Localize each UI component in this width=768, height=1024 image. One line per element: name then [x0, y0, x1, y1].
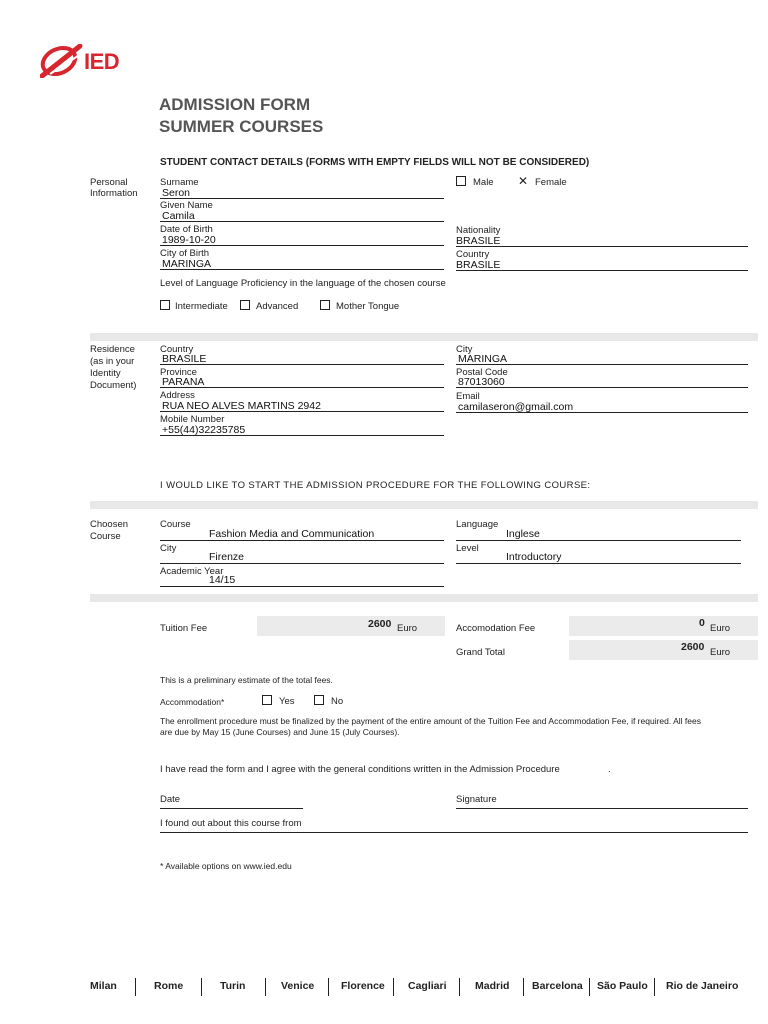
accommodation-fee-label: Accomodation Fee [456, 623, 536, 634]
dob-label: Date of Birth [160, 224, 213, 235]
address-value[interactable]: RUA NEO ALVES MARTINS 2942 [162, 400, 321, 412]
logo-mark-icon [40, 44, 86, 78]
divider-band-3 [90, 594, 758, 602]
tuition-fee-currency: Euro [397, 623, 418, 634]
country-rule [456, 270, 748, 271]
female-check-mark: ✕ [517, 174, 529, 188]
city-turin: Turin [220, 980, 246, 992]
nationality-label: Nationality [456, 225, 501, 236]
city-separator [654, 978, 655, 996]
mobile-label: Mobile Number [160, 414, 225, 425]
city-separator [523, 978, 524, 996]
postal-value[interactable]: 87013060 [458, 376, 505, 388]
accommodation-yes-label: Yes [279, 696, 295, 707]
residence-label-2: (as in your [90, 356, 135, 367]
province-rule [160, 387, 444, 388]
province-value[interactable]: PARANA [162, 376, 205, 388]
residence-label-4: Document) [90, 380, 137, 391]
surname-label: Surname [160, 177, 199, 188]
nationality-value[interactable]: BRASILE [456, 235, 501, 247]
mother-tongue-label: Mother Tongue [336, 301, 400, 312]
surname-value[interactable]: Seron [162, 187, 191, 199]
tuition-fee-value[interactable]: 2600 [368, 618, 392, 630]
male-checkbox[interactable] [456, 176, 466, 186]
accommodation-no-checkbox[interactable] [314, 695, 324, 705]
postal-rule [456, 387, 748, 388]
city-separator [135, 978, 136, 996]
academic-year-value[interactable]: 14/15 [209, 574, 236, 586]
city-separator [201, 978, 202, 996]
given-name-value[interactable]: Camila [162, 210, 195, 222]
accommodation-fee-value[interactable]: 0 [699, 617, 705, 629]
female-checkbox[interactable] [517, 175, 529, 187]
advanced-checkbox[interactable] [240, 300, 250, 310]
language-label: Language [456, 519, 499, 530]
residence-label-1: Residence [90, 344, 135, 355]
city-separator [589, 978, 590, 996]
contact-heading: STUDENT CONTACT DETAILS (FORMS WITH EMPTY FIELDS WILL NOT BE CONSIDERED) [160, 157, 590, 168]
agreement-text: I have read the form and I agree with the general conditions written in the Admission Procedure [160, 764, 560, 775]
surname-rule [160, 198, 444, 199]
male-label: Male [473, 177, 494, 188]
res-country-rule [160, 364, 444, 365]
course-city-label: City [160, 543, 177, 554]
postal-label: Postal Code [456, 367, 508, 378]
accommodation-yes-checkbox[interactable] [262, 695, 272, 705]
advanced-label: Advanced [256, 301, 299, 312]
city-of-birth-label: City of Birth [160, 248, 210, 259]
country-label: Country [456, 249, 490, 260]
footnote: * Available options on www.ied.edu [160, 861, 292, 871]
city-cagliari: Cagliari [408, 980, 447, 992]
intermediate-label: Intermediate [175, 301, 228, 312]
course-rule [160, 540, 444, 541]
email-value[interactable]: camilaseron@gmail.com [458, 401, 574, 413]
date-label: Date [160, 794, 181, 805]
date-rule[interactable] [160, 808, 303, 809]
email-label: Email [456, 391, 480, 402]
level-rule [456, 563, 741, 564]
grand-total-label: Grand Total [456, 647, 505, 658]
accommodation-question-label: Accommodation* [160, 697, 225, 707]
course-city-rule [160, 563, 444, 564]
divider-band-2 [90, 501, 758, 509]
personal-label-1: Personal [90, 177, 128, 188]
res-country-value[interactable]: BRASILE [162, 353, 207, 365]
grand-total-currency: Euro [710, 647, 731, 658]
chosen-course-label-1: Choosen [90, 519, 129, 530]
nationality-rule [456, 246, 748, 247]
logo-text: IED [84, 49, 120, 74]
given-name-rule [160, 221, 444, 222]
city-separator [265, 978, 266, 996]
res-city-rule [456, 364, 748, 365]
female-label: Female [535, 177, 567, 188]
ied-logo [40, 44, 135, 78]
residence-label-3: Identity [90, 368, 121, 379]
mobile-value[interactable]: +55(44)32235785 [162, 424, 246, 436]
academic-year-rule [160, 586, 444, 587]
tuition-fee-label: Tuition Fee [160, 623, 208, 634]
course-city-value[interactable]: Firenze [209, 551, 245, 563]
city-sao-paulo: São Paulo [597, 980, 648, 992]
dob-rule [160, 245, 444, 246]
language-prompt: Level of Language Proficiency in the language of the chosen course [160, 278, 446, 289]
page-title [159, 94, 323, 138]
address-rule [160, 411, 444, 412]
city-separator [328, 978, 329, 996]
title-line-1: ADMISSION FORM [159, 95, 311, 114]
address-label: Address [160, 390, 195, 401]
signature-rule[interactable] [456, 808, 748, 809]
divider-band-1 [90, 333, 758, 341]
country-value[interactable]: BRASILE [456, 259, 501, 271]
city-of-birth-rule [160, 269, 444, 270]
dob-value[interactable]: 1989-10-20 [162, 234, 216, 246]
city-venice: Venice [281, 980, 315, 992]
mobile-rule [160, 435, 444, 436]
enrollment-note-line-2: are due by May 15 (June Courses) and June 15 (July Courses). [160, 727, 400, 737]
accommodation-fee-currency: Euro [710, 623, 731, 634]
language-rule [456, 540, 741, 541]
academic-year-label: Academic Year [160, 566, 224, 577]
city-milan: Milan [90, 980, 117, 992]
preliminary-note: This is a preliminary estimate of the total fees. [160, 675, 333, 685]
personal-label-2: Information [90, 188, 138, 199]
city-of-birth-value[interactable]: MARINGA [162, 258, 212, 270]
chosen-course-label-2: Course [90, 531, 121, 542]
email-rule [456, 412, 748, 413]
enrollment-note [160, 716, 701, 738]
level-value[interactable]: Introductory [506, 551, 562, 563]
title-line-2: SUMMER COURSES [159, 117, 324, 136]
level-label: Level [456, 543, 479, 554]
city-separator [459, 978, 460, 996]
res-city-value[interactable]: MARINGA [458, 353, 508, 365]
res-city-label: City [456, 344, 473, 355]
city-separator [393, 978, 394, 996]
city-rome: Rome [154, 980, 184, 992]
signature-label: Signature [456, 794, 497, 805]
given-name-label: Given Name [160, 200, 213, 211]
course-value[interactable]: Fashion Media and Communication [209, 528, 375, 540]
city-florence: Florence [341, 980, 385, 992]
language-value[interactable]: Inglese [506, 528, 540, 540]
city-barcelona: Barcelona [532, 980, 583, 992]
agreement-dot: . [608, 764, 611, 775]
found-out-label: I found out about this course from [160, 818, 302, 829]
city-rio-de-janeiro: Rio de Janeiro [666, 980, 739, 992]
course-label: Course [160, 519, 191, 530]
found-out-rule[interactable] [160, 832, 748, 833]
res-country-label: Country [160, 344, 194, 355]
province-label: Province [160, 367, 197, 378]
intermediate-checkbox[interactable] [160, 300, 170, 310]
course-intro: I WOULD LIKE TO START THE ADMISSION PROCEDURE FOR THE FOLLOWING COURSE: [160, 480, 591, 491]
grand-total-value[interactable]: 2600 [681, 641, 705, 653]
enrollment-note-line-1: The enrollment procedure must be finalized by the payment of the entire amount of the Tuition Fee and Accommodation Fee, if required. All fees [160, 716, 701, 726]
city-madrid: Madrid [475, 980, 510, 992]
accommodation-no-label: No [331, 696, 344, 707]
mother-tongue-checkbox[interactable] [320, 300, 330, 310]
